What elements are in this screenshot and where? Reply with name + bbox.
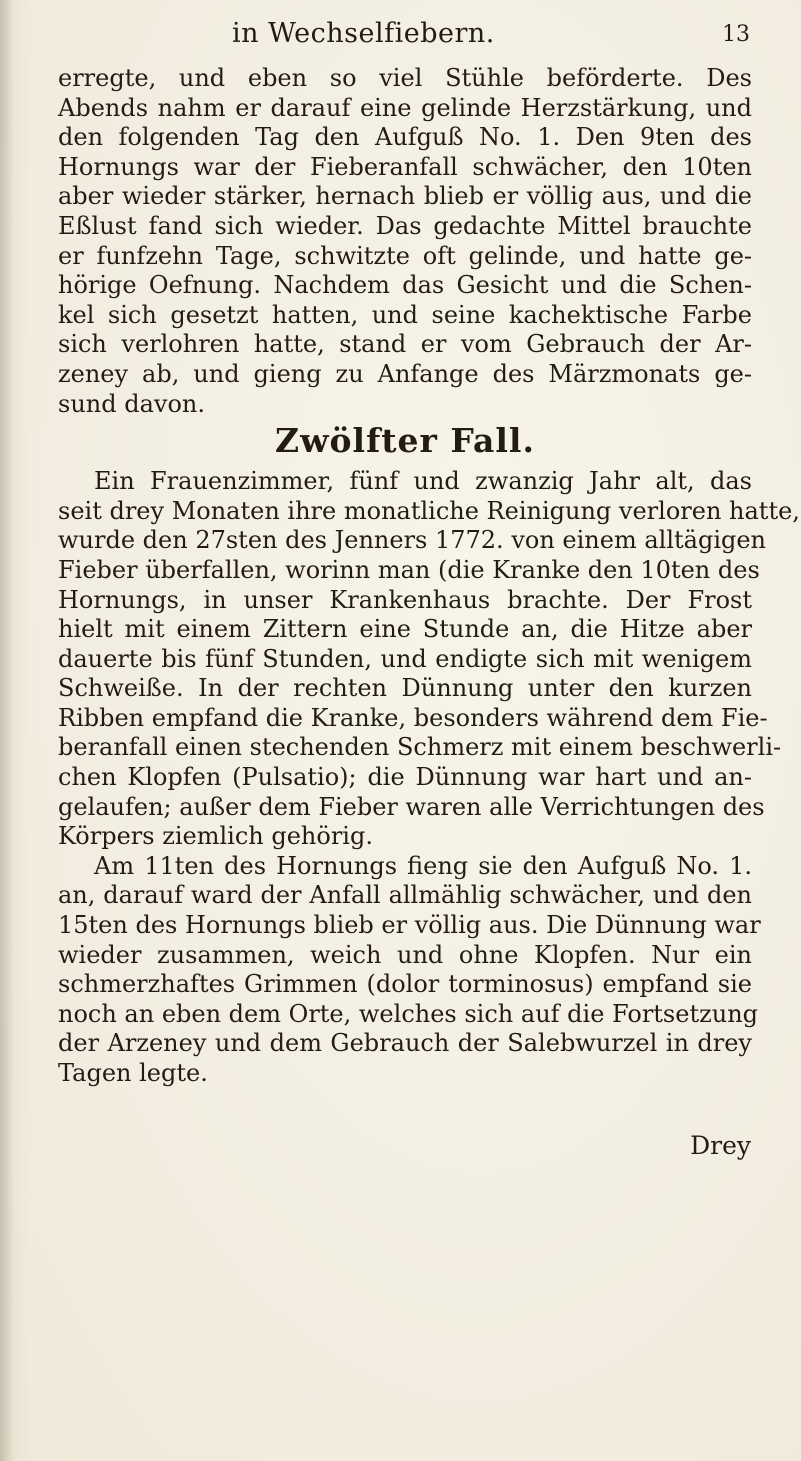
text-line: Abends nahm er darauf eine gelinde Herzstärkung, und — [58, 93, 752, 122]
text-line: Ribben empfand die Kranke, besonders während dem Fie- — [58, 703, 768, 732]
catchword: Drey — [690, 1131, 751, 1160]
text-line: Hornungs, in unser Krankenhaus brachte. Der Frost — [58, 585, 752, 614]
running-head — [110, 18, 750, 58]
text-line: wieder zusammen, weich und ohne Klopfen. Nur ein — [58, 940, 752, 969]
paragraph-3 — [58, 851, 761, 1089]
text-line: beranfall einen stechenden Schmerz mit einem beschwerli- — [58, 733, 782, 762]
text-line: Hornungs war der Fieberanfall schwächer, den 10ten — [58, 152, 752, 181]
running-title: in Wechselfiebern. — [232, 18, 495, 49]
text-line: Schweiße. In der rechten Dünnung unter den kurzen — [58, 674, 752, 703]
paragraph-1 — [58, 64, 752, 419]
text-line: erregte, und eben so viel Stühle beförderte. Des — [58, 64, 752, 92]
text-line: Am 11ten des Hornungs fieng sie den Aufguß No. 1. — [94, 851, 752, 880]
text-line: er funfzehn Tage, schwitzte oft gelinde, und hatte ge- — [58, 241, 752, 270]
text-line: aber wieder stärker, hernach blieb er völlig aus, und die — [58, 182, 752, 211]
text-line: Körpers ziemlich gehörig. — [58, 822, 373, 851]
text-line: 15ten des Hornungs blieb er völlig aus. Die Dünnung war — [58, 911, 761, 940]
text-line: wurde den 27sten des Jenners 1772. von einem alltägigen — [58, 526, 767, 555]
paragraph-2 — [58, 467, 800, 852]
binding-shadow — [0, 0, 14, 1461]
text-line: zeney ab, und gieng zu Anfange des Märzmonats ge- — [58, 359, 752, 388]
text-line: Eßlust fand sich wieder. Das gedachte Mittel brauchte — [58, 211, 752, 240]
text-line: gelaufen; außer dem Fieber waren alle Verrichtungen des — [58, 792, 765, 821]
text-line: dauerte bis fünf Stunden, und endigte sich mit wenigem — [58, 644, 752, 673]
text-line: hielt mit einem Zittern eine Stunde an, die Hitze aber — [58, 615, 752, 644]
text-line: der Arzeney und dem Gebrauch der Salebwurzel in drey — [58, 1029, 752, 1058]
text-line: noch an eben dem Orte, welches sich auf die Fortsetzung — [58, 999, 759, 1028]
text-line: chen Klopfen (Pulsatio); die Dünnung war hart und an- — [58, 763, 752, 792]
text-line: an, darauf ward der Anfall allmählig schwächer, und den — [58, 881, 752, 910]
text-line: sich verlohren hatte, stand er vom Gebrauch der Ar- — [58, 330, 752, 359]
text-line: kel sich gesetzt hatten, und seine kachektische Farbe — [58, 300, 752, 329]
page-number: 13 — [722, 22, 750, 47]
text-line: schmerzhaftes Grimmen (dolor torminosus) empfand sie — [58, 970, 752, 999]
section-heading: Zwölfter Fall. — [275, 421, 535, 461]
text-line: den folgenden Tag den Aufguß No. 1. Den 9ten des — [58, 123, 752, 152]
text-line: Fieber überfallen, worinn man (die Kranke den 10ten des — [58, 555, 760, 584]
text-line: Ein Frauenzimmer, fünf und zwanzig Jahr alt, das — [94, 467, 752, 496]
text-line: Tagen legte. — [58, 1059, 208, 1087]
text-line: sund davon. — [58, 389, 205, 418]
text-block — [58, 64, 800, 1089]
text-line: hörige Oefnung. Nachdem das Gesicht und die Schen- — [58, 271, 752, 300]
text-line: seit drey Monaten ihre monatliche Reinigung verloren hatte, — [58, 496, 800, 525]
